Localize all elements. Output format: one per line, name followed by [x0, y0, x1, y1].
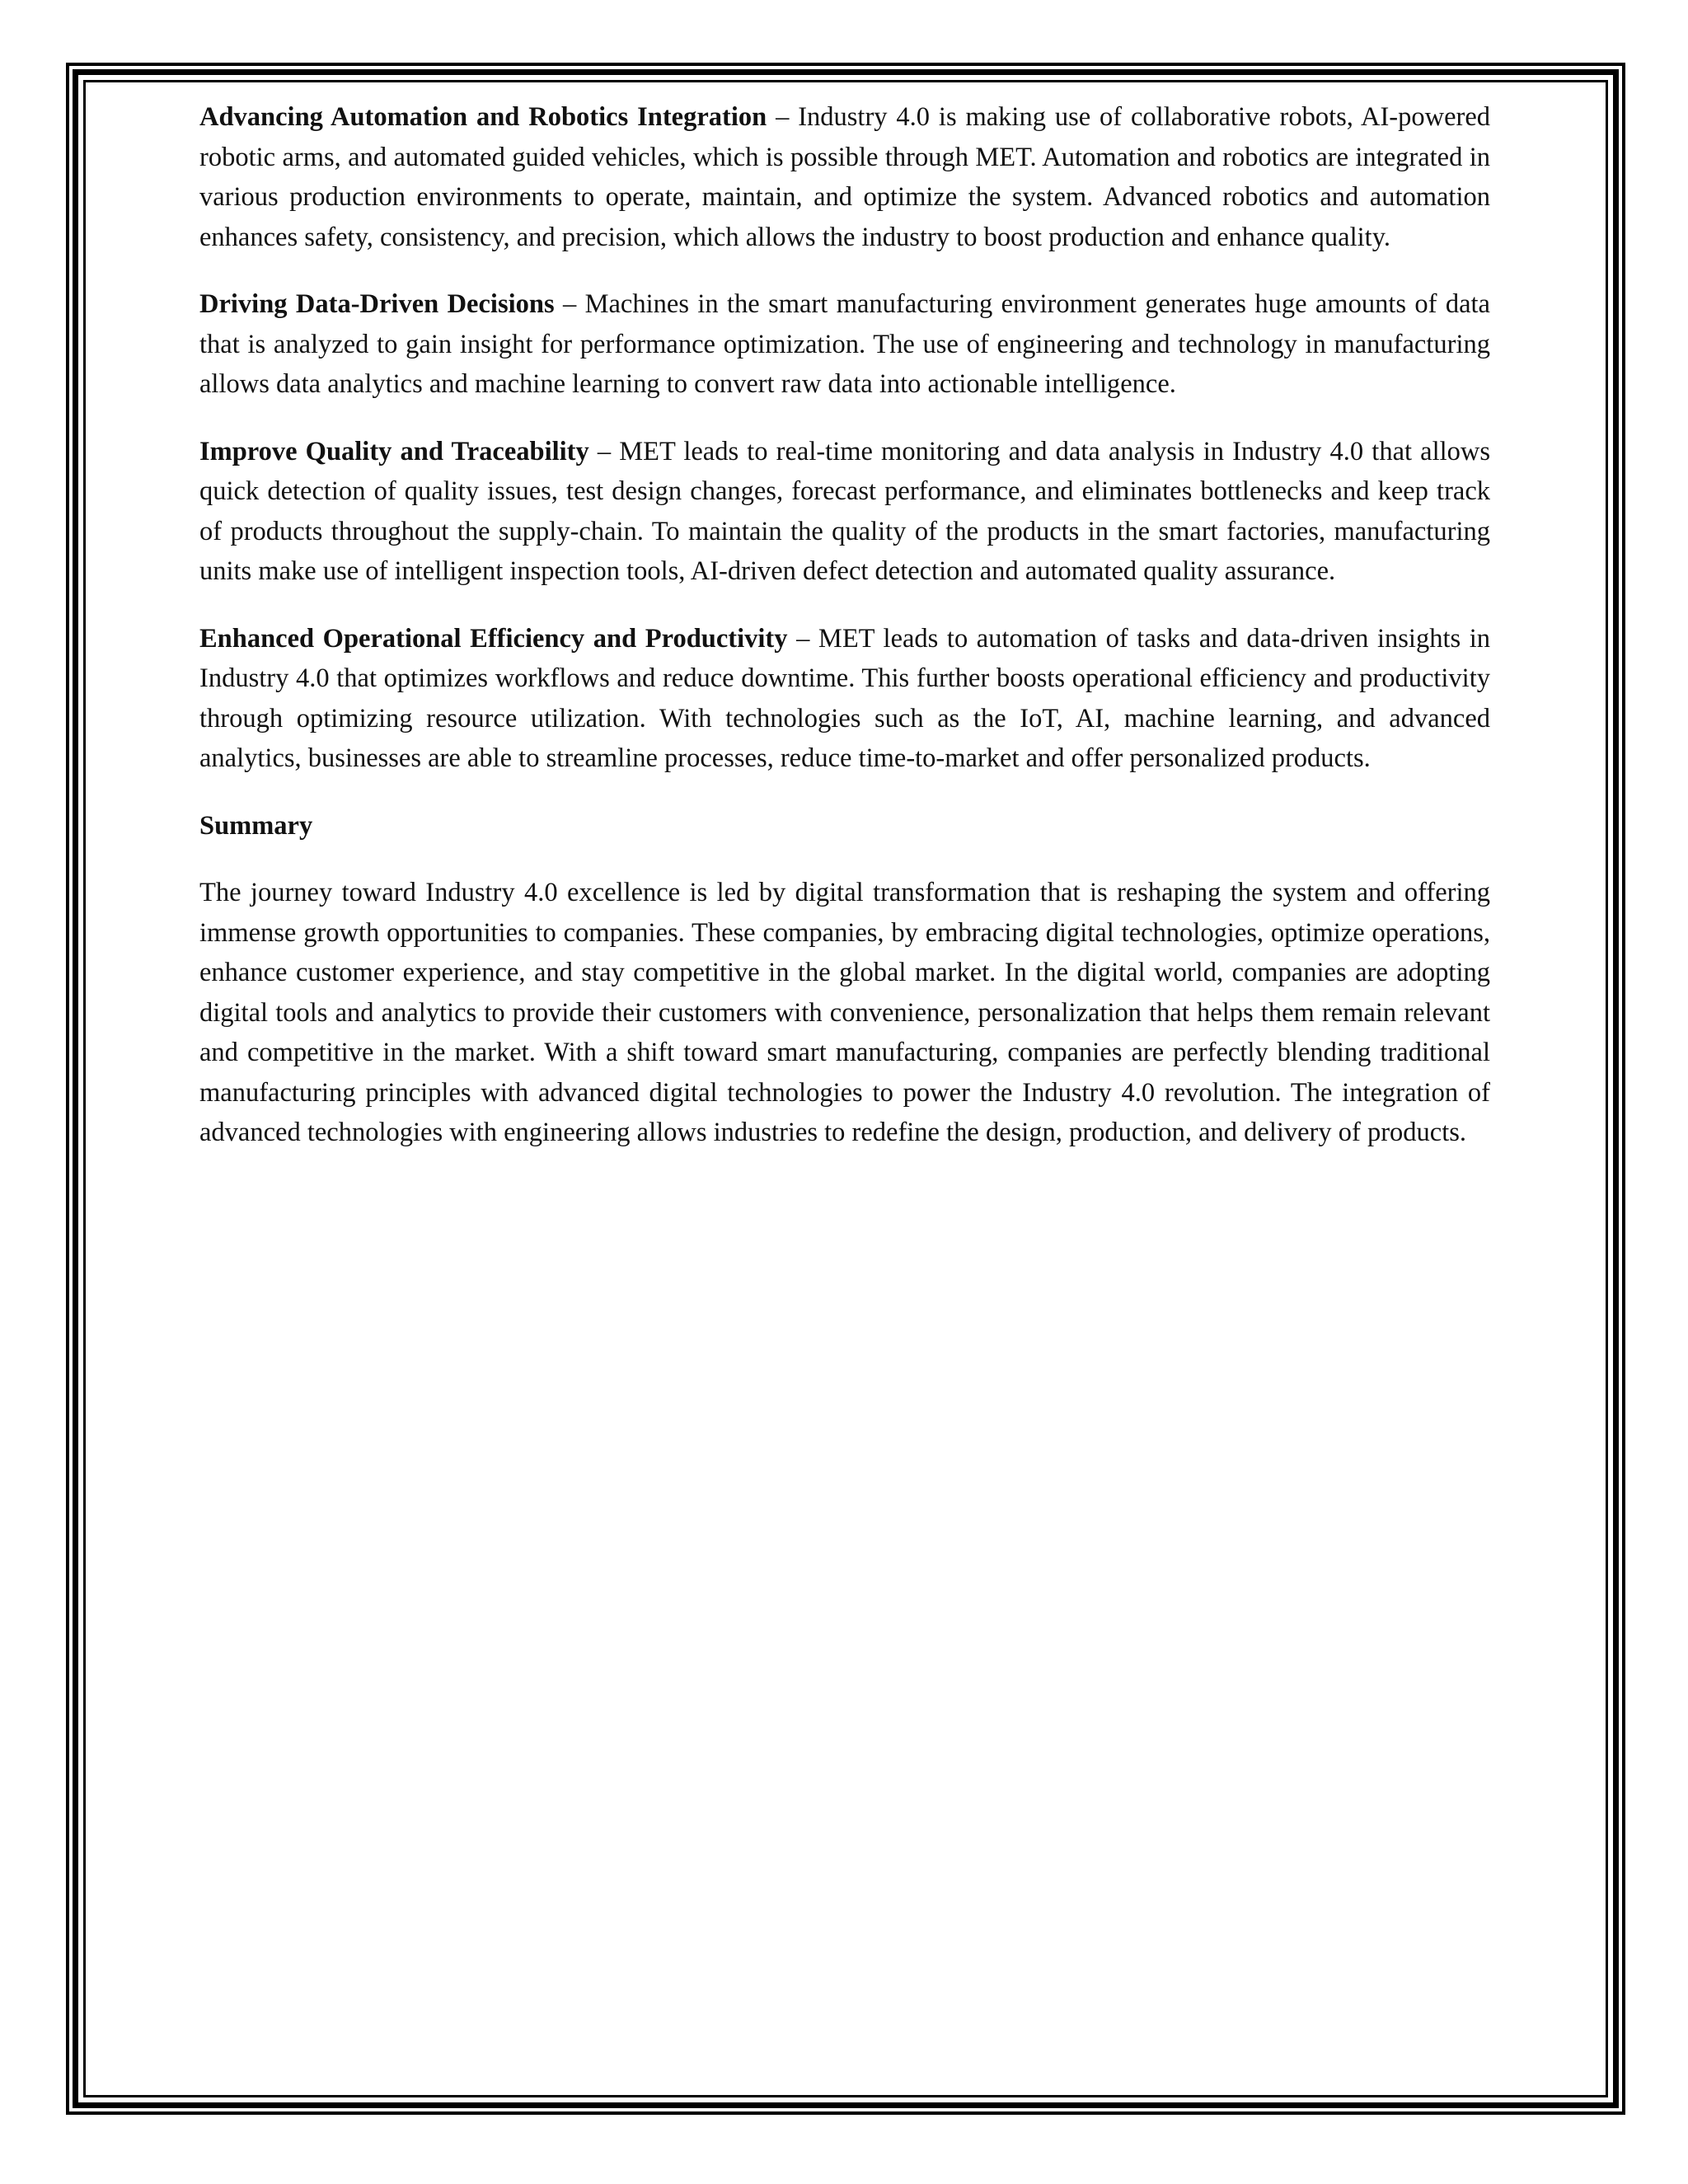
section-automation-robotics — [199, 97, 1490, 257]
document-body — [199, 97, 1490, 1180]
section-text: – MET leads to real-time monitoring and data analysis in Industry 4.0 that allows quick detection of quality issues, test design changes, forecast performance, and eliminates bottlenecks and keep track of products throughout the supply-chain. To maintain the quality of the products in the smart factories, manufacturing units make use of intelligent inspection tools, AI-driven defect detection and automated quality assurance. — [199, 436, 1490, 586]
section-heading: Improve Quality and Traceability — [199, 436, 589, 466]
section-text: – Machines in the smart manufacturing environment generates huge amounts of data that is analyzed to gain insight for performance optimization. The use of engineering and technology in manufacturing allows data analytics and machine learning to convert raw data into actionable intelligence. — [199, 289, 1490, 399]
section-operational-efficiency — [199, 619, 1490, 779]
summary-paragraph: The journey toward Industry 4.0 excellence is led by digital transformation that is reshaping the system and offering immense growth opportunities to companies. These companies, by embracing digital technologies, optimize operations, enhance customer experience, and stay competitive in the global market. In the digital world, companies are adopting digital tools and analytics to provide their customers with convenience, personalization that helps them remain relevant and competitive in the market. With a shift toward smart manufacturing, companies are perfectly blending traditional manufacturing principles with advanced digital technologies to power the Industry 4.0 revolution. The integration of advanced technologies with engineering allows industries to redefine the design, production, and delivery of products. — [199, 878, 1490, 1147]
summary-heading: Summary — [199, 810, 313, 841]
section-text: – MET leads to automation of tasks and data-driven insights in Industry 4.0 that optimizes workflows and reduce downtime. This further boosts operational efficiency and productivity through optimizing resource utilization. With technologies such as the IoT, AI, machine learning, and advanced analytics, businesses are able to streamline processes, reduce time-to-market and offer personalized products. — [199, 623, 1490, 773]
section-quality-traceability — [199, 432, 1490, 592]
section-text: – Industry 4.0 is making use of collaborative robots, AI-powered robotic arms, and automated guided vehicles, which is possible through MET. Automation and robotics are integrated in various production environments to operate, maintain, and optimize the system. Advanced robotics and automation enhances safety, consistency, and precision, which allows the industry to boost production and enhance quality. — [199, 102, 1490, 252]
section-data-driven-decisions — [199, 284, 1490, 405]
section-heading: Enhanced Operational Efficiency and Productivity — [199, 623, 788, 654]
section-heading: Advancing Automation and Robotics Integration — [199, 102, 767, 132]
section-heading: Driving Data-Driven Decisions — [199, 289, 555, 319]
